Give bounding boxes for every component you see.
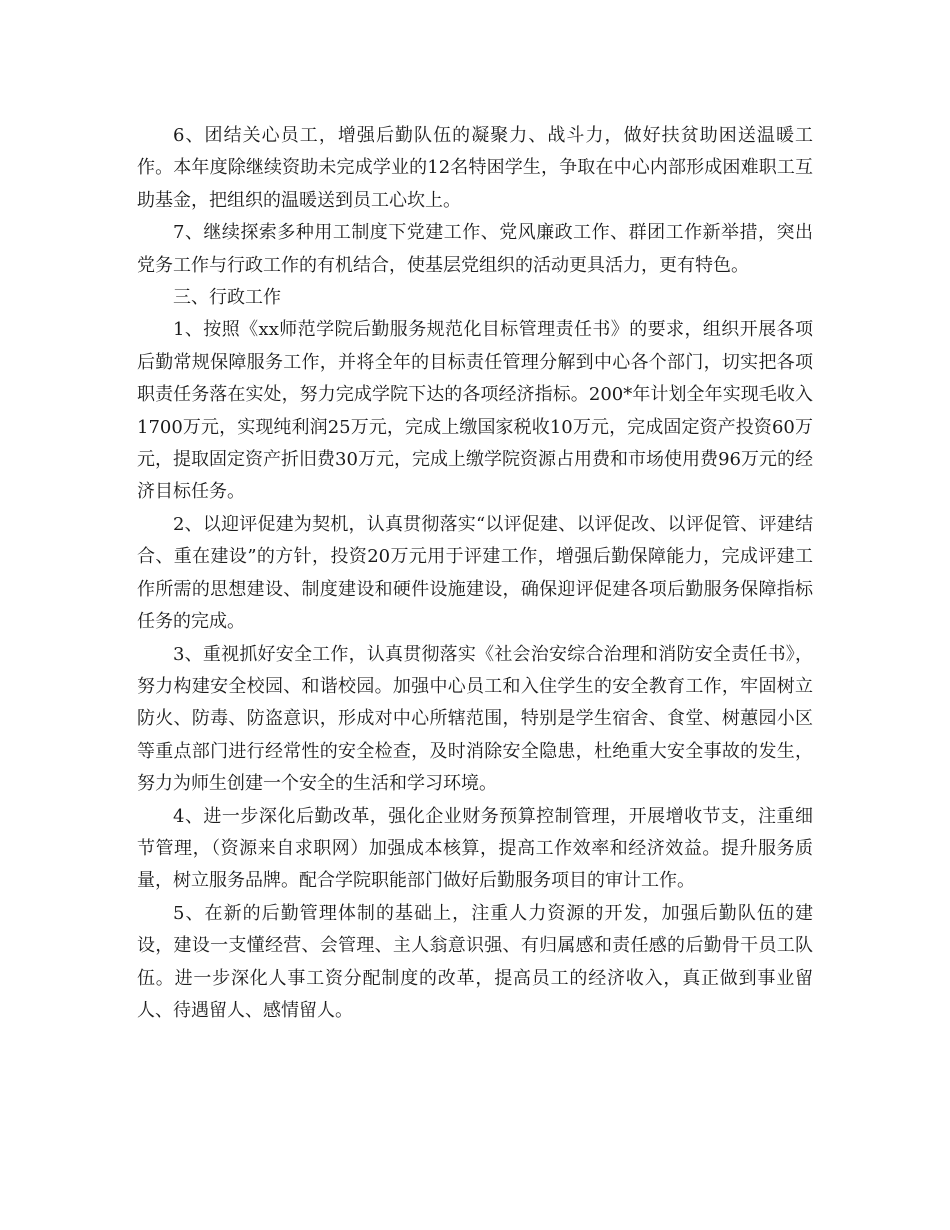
paragraph-item-6-unity: 6、团结关心员工，增强后勤队伍的凝聚力、战斗力，做好扶贫助困送温暖工作。本年度除继续资助未完成学业的12名特困学生，争取在中心内部形成困难职工互助基金，把组织的温暖送到员工心坎上。 [137,125,813,211]
paragraph-item-2-evaluation: 2、以迎评促建为契机，认真贯彻落实“以评促建、以评促改、以评促管、评建结合、重在建设”的方针，投资20万元用于评建工作，增强后勤保障能力，完成评建工作所需的思想建设、制度建设和硬件设施建设，确保迎评促建各项后勤服务保障指标任务的完成。 [137,513,813,633]
paragraph-item-7-party-building: 7、继续探索多种用工制度下党建工作、党风廉政工作、群团工作新举措，突出党务工作与行政工作的有机结合，使基层党组织的活动更具活力，更有特色。 [137,222,813,276]
paragraph-item-4-reform: 4、进一步深化后勤改革，强化企业财务预算控制管理，开展增收节支，注重细节管理，（资源来自求职网）加强成本核算，提高工作效率和经济效益。提升服务质量，树立服务品牌。配合学院职能部门做好后勤服务项目的审计工作。 [137,805,813,892]
paragraph-item-3-safety: 3、重视抓好安全工作，认真贯彻落实《社会治安综合治理和消防安全责任书》，努力构建安全校园、和谐校园。加强中心员工和入住学生的安全教育工作，牢固树立防火、防毒、防盗意识，形成对中心所辖范围，特别是学生宿舍、食堂、树蕙园小区等重点部门进行经常性的安全检查，及时消除安全隐患，杜绝重大安全事故的发生，努力为师生创建一个安全的生活和学习环境。 [137,643,813,795]
document-body [137,120,813,1027]
section-heading-administrative-work: 三、行政工作 [173,287,281,309]
paragraph-item-1-targets: 1、按照《xx师范学院后勤服务规范化目标管理责任书》的要求，组织开展各项后勤常规保障服务工作，并将全年的目标责任管理分解到中心各个部门，切实把各项职责任务落在实处，努力完成学院下达的各项经济指标。200*年计划全年实现毛收入1700万元，实现纯利润25万元，完成上缴国家税收10万元，完成固定资产投资60万元，提取固定资产折旧费30万元，完成上缴学院资源占用费和市场使用费96万元的经济目标任务。 [137,319,813,503]
paragraph-item-5-human-resources: 5、在新的后勤管理体制的基础上，注重人力资源的开发，加强后勤队伍的建设，建设一支懂经营、会管理、主人翁意识强、有归属感和责任感的后勤骨干员工队伍。进一步深化人事工资分配制度的改革，提高员工的经济收入，真正做到事业留人、待遇留人、感情留人。 [137,902,813,1021]
